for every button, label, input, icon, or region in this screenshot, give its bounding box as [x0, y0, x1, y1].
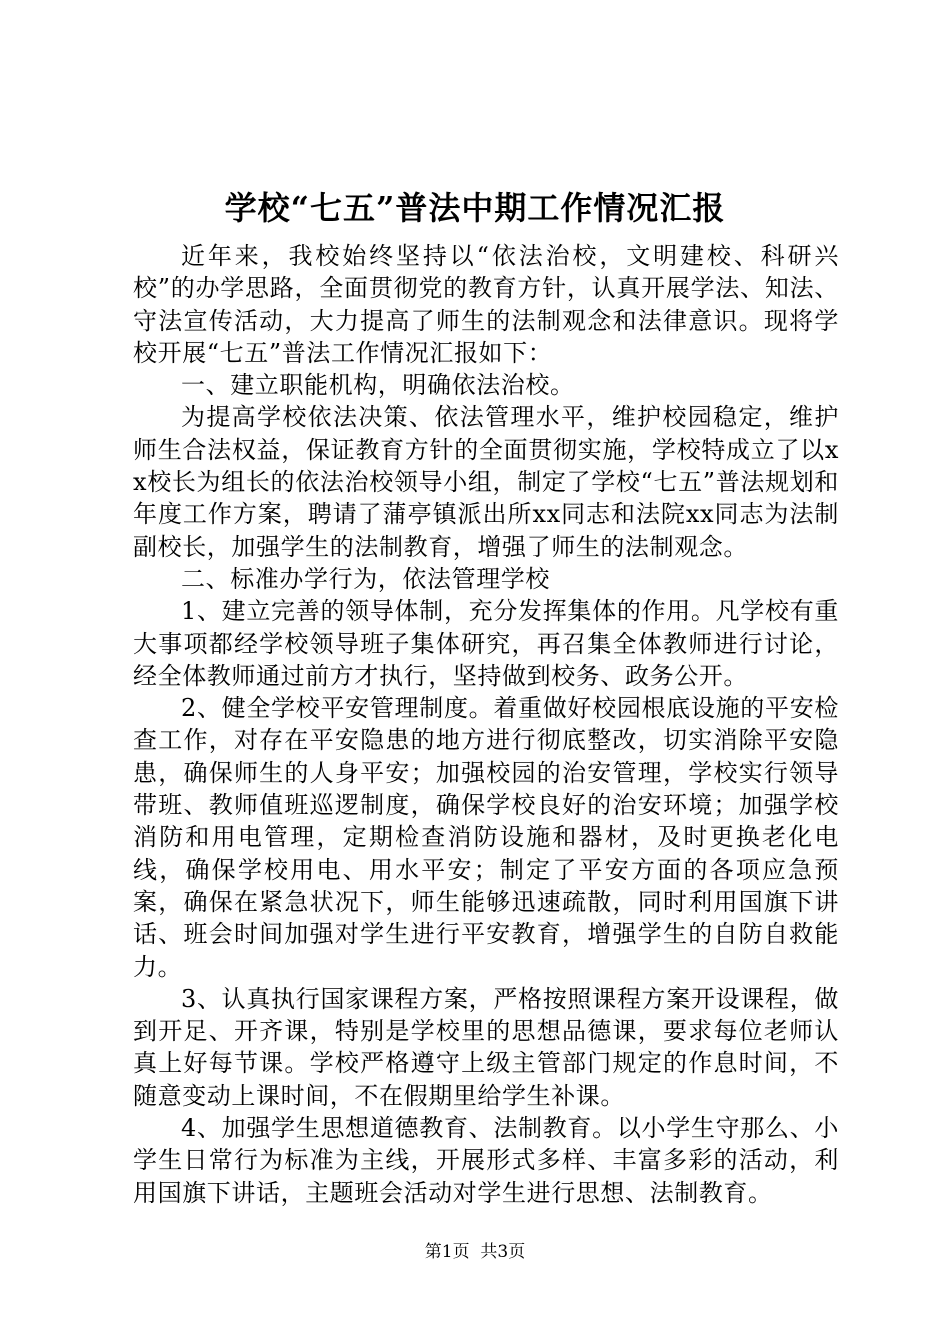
document-body: [133, 240, 839, 1209]
paragraph-item-4: 4、加强学生思想道德教育、法制教育。以小学生守那么、小学生日常行为标准为主线，开展形式多样、丰富多彩的活动，利用国旗下讲话，主题班会活动对学生进行思想、法制教育。: [133, 1114, 839, 1207]
paragraph-item-2: 2、健全学校平安管理制度。着重做好校园根底设施的平安检查工作，对存在平安隐患的地方进行彻底整改，切实消除平安隐患，确保师生的人身平安；加强校园的治安管理，学校实行领导带班、教师值班巡逻制度，确保学校良好的治安环境；加强学校消防和用电管理，定期检查消防设施和器材，及时更换老化电线，确保学校用电、用水平安；制定了平安方面的各项应急预案，确保在紧急状况下，师生能够迅速疏散，同时利用国旗下讲话、班会时间加强对学生进行平安教育，增强学生的自防自救能力。: [133, 694, 839, 981]
page-footer: [0, 1240, 950, 1264]
page-total: 共3页: [480, 1242, 526, 1262]
section-heading-2: 二、标准办学行为，依法管理学校: [181, 564, 550, 593]
section-heading-1: 一、建立职能机构，明确依法治校。: [181, 371, 575, 400]
document-title: 学校“七五”普法中期工作情况汇报: [224, 189, 726, 227]
paragraph-item-3: 3、认真执行国家课程方案，严格按照课程方案开设课程，做到开足、开齐课，特别是学校里的思想品德课，要求每位老师认真上好每节课。学校严格遵守上级主管部门规定的作息时间，不随意变动上课时间，不在假期里给学生补课。: [133, 984, 839, 1110]
page-number: 第1页: [424, 1242, 470, 1262]
paragraph-item-1: 1、建立完善的领导体制，充分发挥集体的作用。凡学校有重大事项都经学校领导班子集体研究，再召集全体教师进行讨论，经全体教师通过前方才执行，坚持做到校务、政务公开。: [133, 597, 839, 690]
paragraph-intro: 近年来，我校始终坚持以“依法治校，文明建校、科研兴校”的办学思路，全面贯彻党的教育方针，认真开展学法、知法、守法宣传活动，大力提高了师生的法制观念和法律意识。现将学校开展“七五”普法工作情况汇报如下：: [133, 242, 839, 367]
paragraph-section-1: 为提高学校依法决策、依法管理水平，维护校园稳定，维护师生合法权益，保证教育方针的全面贯彻实施，学校特成立了以xx校长为组长的依法治校领导小组，制定了学校“七五”普法规划和年度工作方案，聘请了蒲亭镇派出所xx同志和法院xx同志为法制副校长，加强学生的法制教育，增强了师生的法制观念。: [133, 403, 839, 561]
